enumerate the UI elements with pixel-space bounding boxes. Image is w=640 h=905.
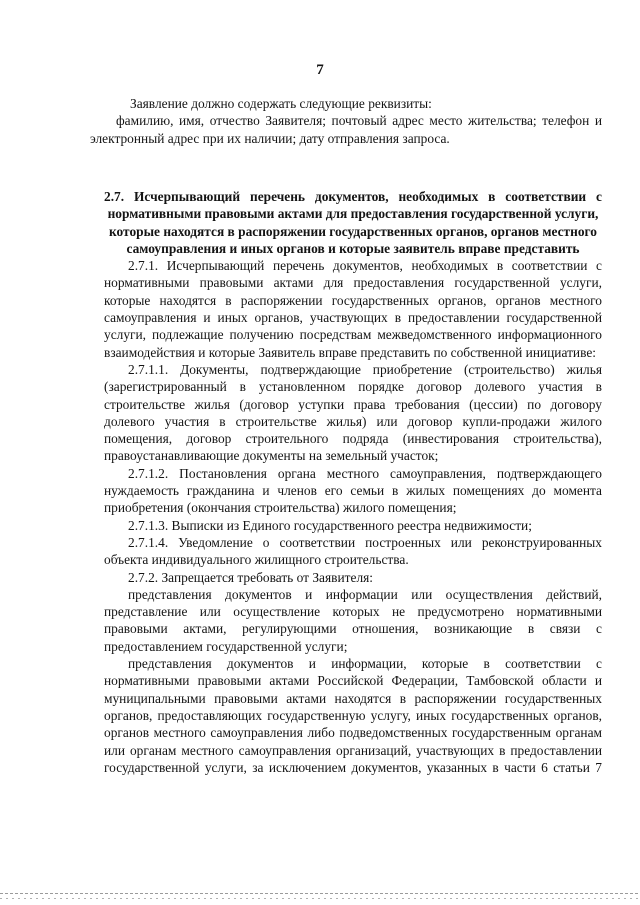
intro-requisites: фамилию, имя, отчество Заявителя; почтовый адрес место жительства; телефон и электронный адрес при их наличии; дату отправления запроса.	[90, 113, 602, 146]
scan-edge-line-lower	[0, 898, 640, 899]
paragraph-2-7-1-3: 2.7.1.3. Выписки из Единого государственного реестра недвижимости;	[128, 517, 532, 533]
page-number: 7	[316, 62, 324, 78]
paragraph-2-7-1-2: 2.7.1.2. Постановления органа местного самоуправления, подтверждающего нуждаемость гражданина и членов его семьи в жилых помещениях до момента приобретения (окончания строительства) жилого помещения;	[104, 465, 602, 516]
section-heading	[104, 188, 602, 257]
requirement-item-1: представления документов и информации или осуществления действий, представление или осуществление которых не предусмотрено нормативными правовыми актами, регулирующими отношения, возникающие в связи с предоставлением государственной услуги;	[104, 586, 602, 654]
intro-block	[90, 95, 602, 147]
requirement-item-2: представления документов и информации, которые в соответствии с нормативными правовыми актами Российской Федерации, Тамбовской области и муниципальными правовыми актами находятся в распоряжении государственных органов, предоставляющих государственную услугу, иных государственных органов, органов местного самоуправления либо подведомственных государственным органам или органам местного самоуправления организаций, участвующих в предоставлении государственной услуги, за исключением документов, указанных в части 6 статьи 7	[104, 656, 602, 775]
paragraph-2-7-1-1: 2.7.1.1. Документы, подтверждающие приобретение (строительство) жилья (зарегистрированный в установленном порядке договор долевого участия в строительстве жилья (договор уступки права требования (цессии) по договору долевого участия в строительстве жилья) или договор купли-продажи жилого помещения, договор строительного подряда (инвестирования строительства), правоустанавливающие документы на земельный участок;	[104, 361, 602, 464]
section-2-7	[104, 188, 602, 776]
intro-line: Заявление должно содержать следующие реквизиты:	[130, 96, 432, 111]
paragraph-2-7-1: 2.7.1. Исчерпывающий перечень документов, необходимых в соответствии с нормативными правовыми актами для предоставления государственной услуги, которые находятся в распоряжении государственных органов, органов местного самоуправления и иных органов, участвующих в предоставлении государственной услуги, подлежащие получению посредствам межведомственного информационного взаимодействия и которые Заявитель вправе представить по собственной инициативе:	[104, 258, 602, 360]
section-heading-rest: нормативными правовыми актами для предоставления государственной услуги, которые находятся в распоряжении государственных органов, органов местного самоуправления и иных органов и которые заявитель вправе представить	[107, 206, 599, 256]
paragraph-2-7-2: 2.7.2. Запрещается требовать от Заявителя:	[128, 569, 374, 585]
paragraph-2-7-1-4: 2.7.1.4. Уведомление о соответствии построенных или реконструированных объекта индивидуального жилищного строительства.	[104, 534, 602, 568]
section-heading-line1: 2.7. Исчерпывающий перечень документов, необходимых в соответствии с	[104, 189, 602, 204]
scan-edge-line	[0, 893, 640, 894]
